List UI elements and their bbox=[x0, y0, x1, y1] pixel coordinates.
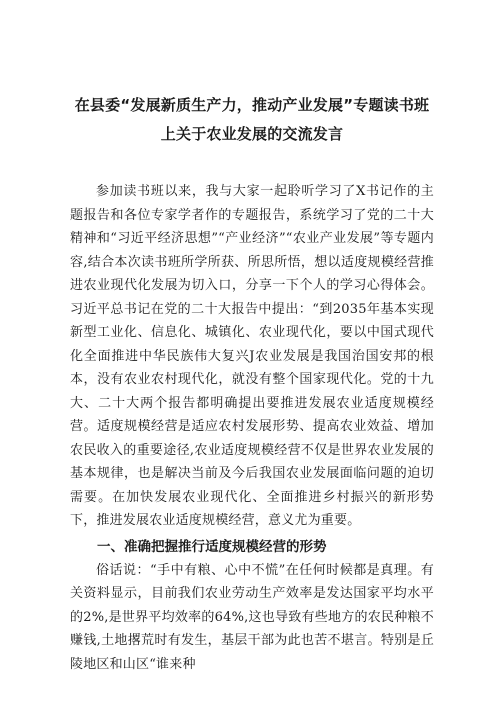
section-heading-1: 一、准确把握推行适度规模经营的形势 bbox=[97, 538, 327, 555]
document-body bbox=[70, 180, 434, 676]
intro-paragraph: 参加读书班以来，我与大家一起聆听学习了X书记作的主题报告和各位专家学者作的专题报告，系统学习了党的二十大精神和“习近平经济思想”“产业经济”“农业产业发展”等专题内容,结合本次读书班所学所获、所思所悟，想以适度规模经营推进农业现代化发展为切入口，分享一下个人的学习心得体会。习近平总书记在党的二十大报告中提出：“到2035年基本实现新型工业化、信息化、城镇化、农业现代化，要以中国式现代化全面推进中华民族伟大复兴J农业发展是我国治国安邦的根本，没有农业农村现代化，就没有整个国家现代化。党的十九大、二十大两个报告都明确提出要推进发展农业适度规模经营。适度规模经营是适应农村发展形势、提高农业效益、增加农民收入的重要途径,农业适度规模经营不仅是世界农业发展的基本规律，也是解决当前及今后我国农业发展面临问题的迫切需要。在加快发展农业现代化、全面推进乡村振兴的新形势下，推进发展农业适度规模经营，意义尤为重要。 bbox=[70, 184, 434, 528]
section-1-paragraph: 俗话说：“手中有粮、心中不慌”在任何时候都是真理。有关资料显示，目前我们农业劳动生产效率是发达国家平均水平的2%,是世界平均效率的64%,这也导致有些地方的农民种粮不赚钱,土地撂荒时有发生，基层干部为此也苦不堪言。特别是丘陵地区和山区“谁来种 bbox=[70, 562, 434, 672]
document-title bbox=[70, 0, 434, 149]
title-line-2: 上关于农业发展的交流发言 bbox=[160, 125, 344, 143]
title-line-1: 在县委“发展新质生产力，推动产业发展”专题读书班 bbox=[74, 96, 430, 114]
